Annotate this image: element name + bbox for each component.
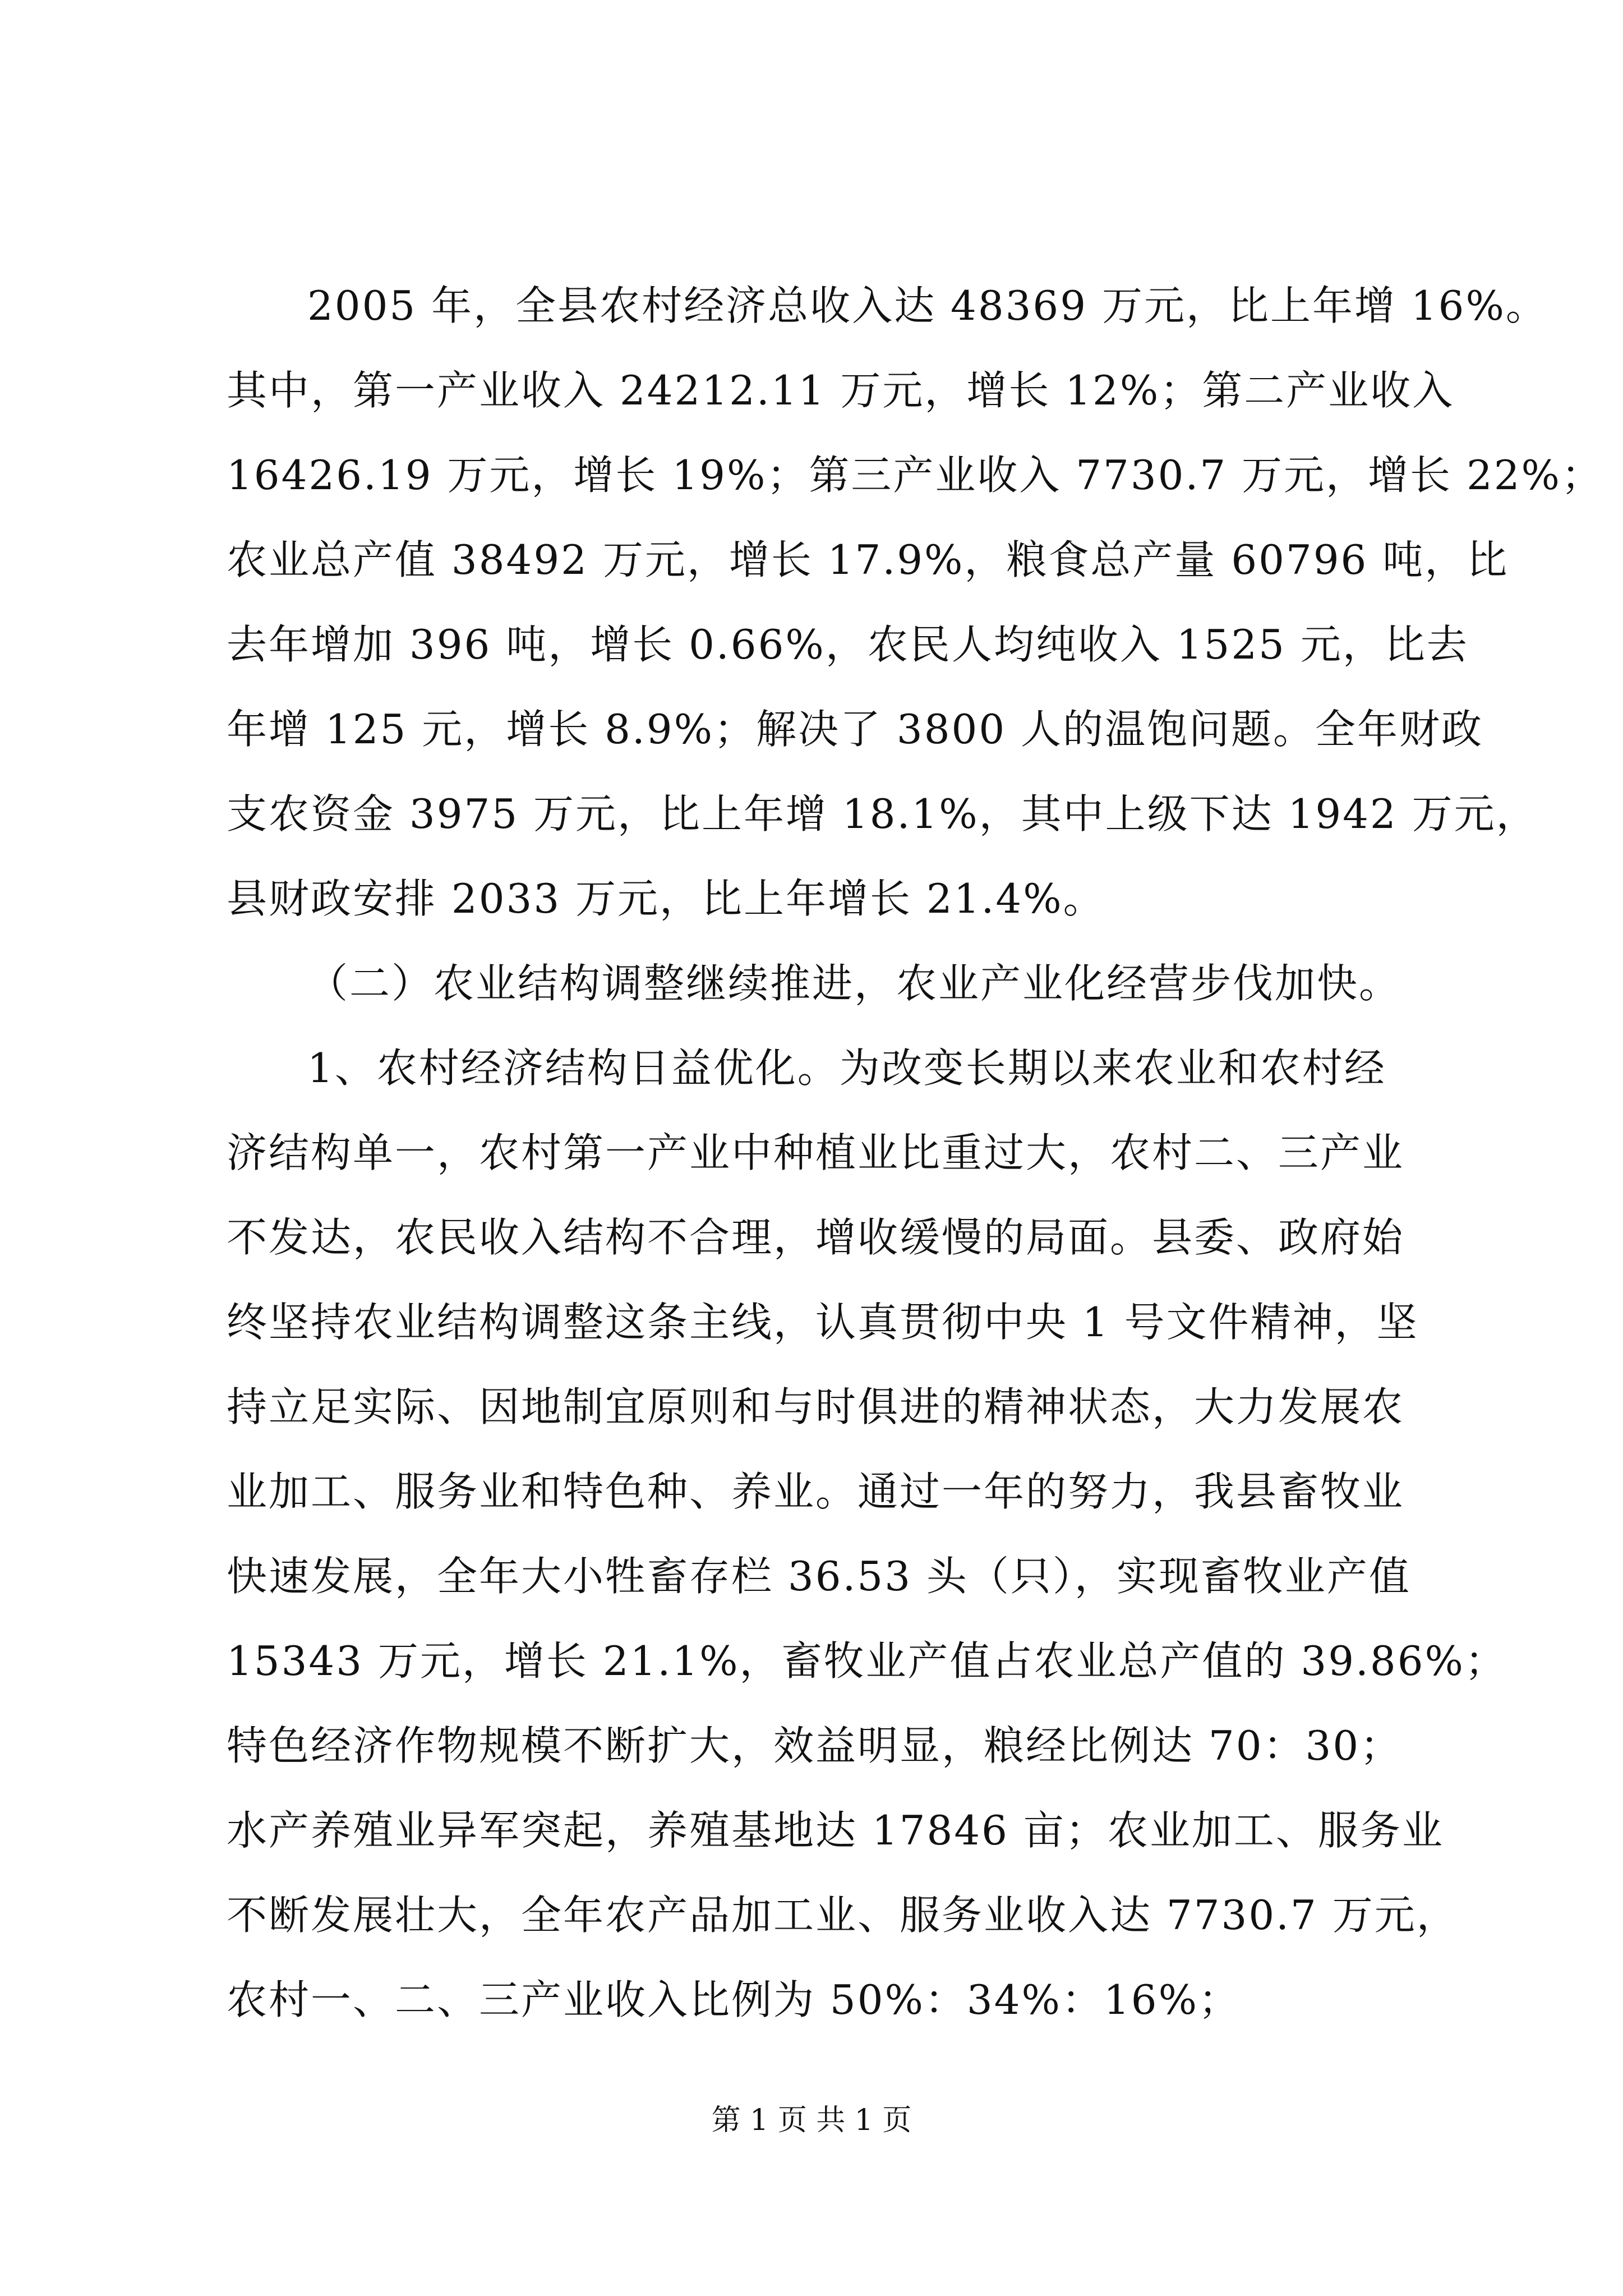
paragraph-line: 农业总产值 38492 万元，增长 17.9%，粮食总产量 60796 吨，比 [227,536,1509,583]
paragraph-line: 支农资金 3975 万元，比上年增 18.1%，其中上级下达 1942 万元， [227,790,1538,838]
paragraph-line: 持立足实际、因地制宜原则和与时俱进的精神状态，大力发展农 [227,1383,1405,1430]
paragraph-line: 特色经济作物规模不断扩大，效益明显，粮经比例达 70：30； [227,1722,1403,1769]
paragraph-line: 其中，第一产业收入 24212.11 万元，增长 12%；第二产业收入 [227,367,1455,414]
document-body [227,264,1603,2042]
paragraph-line: 不发达，农民收入结构不合理，增收缓慢的局面。县委、政府始 [227,1214,1405,1261]
page-number-footer: 第 1 页 共 1 页 [711,2104,912,2137]
paragraph-line: 县财政安排 2033 万元，比上年增长 21.4%。 [227,875,1105,922]
paragraph-line: 16426.19 万元，增长 19%；第三产业收入 7730.7 万元，增长 22%； [227,452,1603,499]
section-heading: （二）农业结构调整继续推进，农业产业化经营步伐加快。 [307,960,1401,1007]
paragraph-line: 水产养殖业异军突起，养殖基地达 17846 亩；农业加工、服务业 [227,1807,1444,1854]
paragraph-line: 年增 125 元，增长 8.9%；解决了 3800 人的温饱问题。全年财政 [227,706,1484,753]
paragraph-line: 2005 年，全县农村经济总收入达 48369 万元，比上年增 16%。 [307,282,1548,329]
paragraph-line: 终坚持农业结构调整这条主线，认真贯彻中央 1 号文件精神，坚 [227,1299,1419,1346]
paragraph-line: 15343 万元，增长 21.1%，畜牧业产值占农业总产值的 39.86%； [227,1637,1507,1685]
paragraph-line: 业加工、服务业和特色种、养业。通过一年的努力，我县畜牧业 [227,1468,1405,1515]
paragraph-line: 快速发展，全年大小牲畜存栏 36.53 头（只），实现畜牧业产值 [227,1553,1411,1600]
paragraph-line: 济结构单一，农村第一产业中种植业比重过大，农村二、三产业 [227,1129,1405,1176]
paragraph-line: 去年增加 396 吨，增长 0.66%，农民人均纯收入 1525 元，比去 [227,621,1469,668]
paragraph-line: 不断发展壮大，全年农产品加工业、服务业收入达 7730.7 万元， [227,1892,1459,1939]
paragraph-line: 1、农村经济结构日益优化。为改变长期以来农业和农村经 [307,1045,1386,1092]
paragraph-line: 农村一、二、三产业收入比例为 50%：34%：16%； [227,1976,1241,2023]
